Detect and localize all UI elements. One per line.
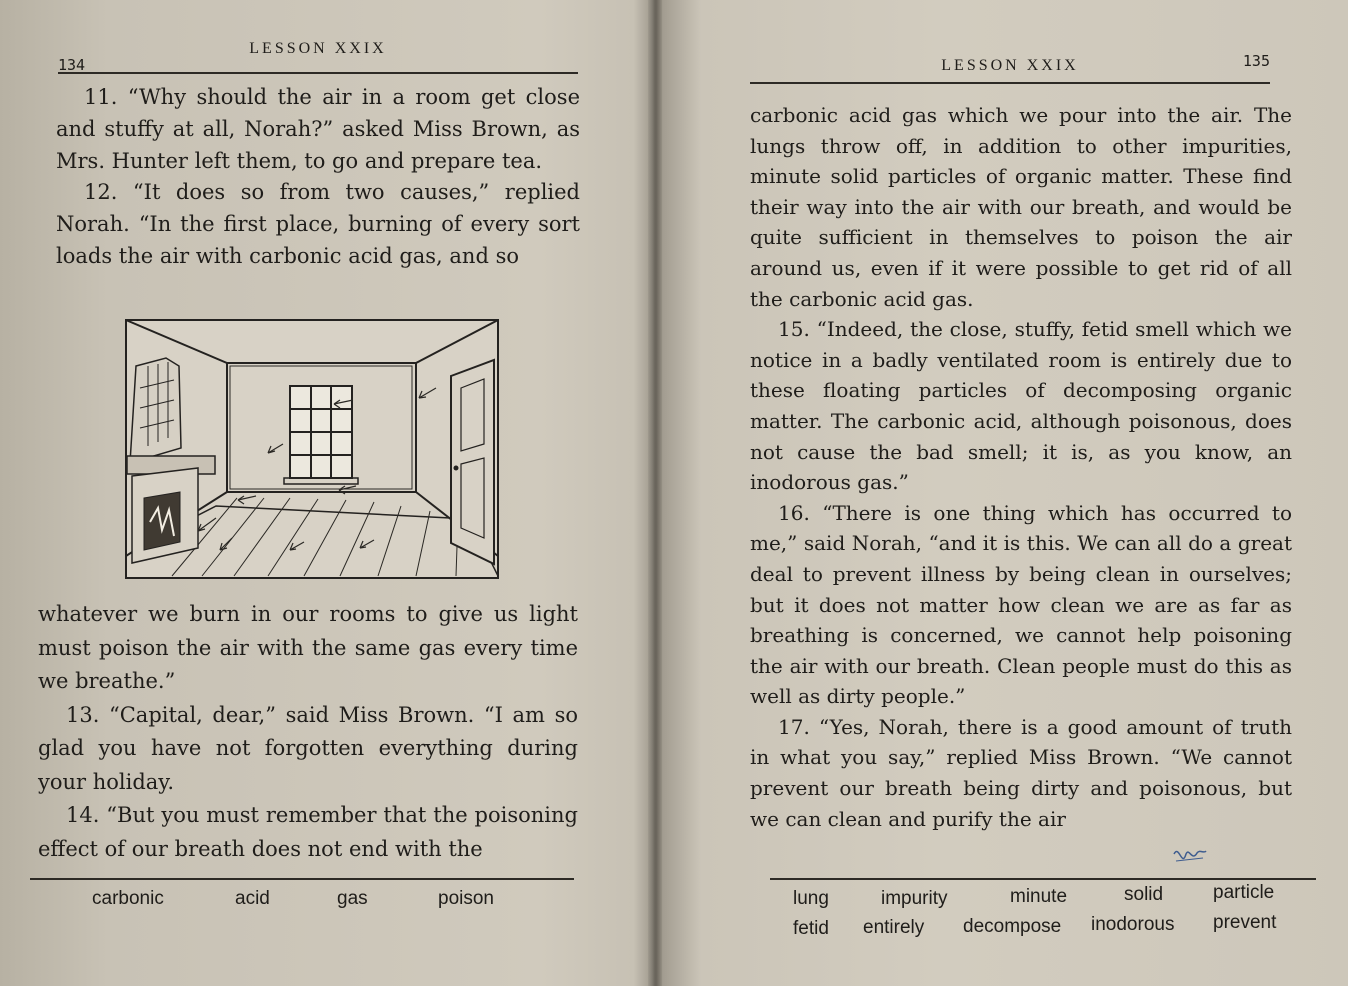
vocab-word-fetid: fetid [793, 918, 829, 939]
paragraph-14: 14. “But you must remember that the poisoning effect of our breath does not end with the [38, 803, 578, 861]
right-vocabulary-list [793, 884, 1293, 940]
left-page-text [56, 82, 580, 273]
right-page-text [750, 100, 1292, 834]
vocab-word-prevent: prevent [1213, 912, 1277, 933]
vocab-word-impurity: impurity [881, 888, 948, 909]
paragraph-15: 15. “Indeed, the close, stuffy, fetid smell which we notice in a badly ventilated room is entirely due to these floating particles of decomposing organic matter. The carbonic acid, although poisonous, does not cause the bad smell; it is, as you know, an inodorous gas.” [750, 317, 1292, 495]
right-page-header [750, 52, 1270, 84]
left-footer-rule [30, 878, 574, 880]
vocab-word-gas: gas [337, 888, 368, 909]
vocab-word-decompose: decompose [963, 916, 1062, 937]
vocab-word-carbonic: carbonic [92, 888, 164, 909]
paragraph-17: 17. “Yes, Norah, there is a good amount of truth in what you say,” replied Miss Brown. “We cannot prevent our breath being dirty and poisonous, but we can clean and purify the air [750, 714, 1292, 831]
right-page [658, 0, 1348, 986]
left-page-number: 134 [58, 56, 86, 74]
vocab-word-solid: solid [1124, 884, 1164, 905]
left-page-header [58, 38, 578, 74]
left-page [0, 0, 652, 986]
vocab-word-minute: minute [1010, 886, 1068, 907]
room-illustration [124, 318, 500, 580]
paragraph-16: 16. “There is one thing which has occurred to me,” said Norah, “and it is this. We can all do a great deal to prevent illness by being clean in ourselves; but it does not matter how clean we are as far as breathing is concerned, we cannot help poisoning the air with our breath. Clean people must do this as well as dirty people.” [750, 500, 1292, 709]
vocab-word-inodorous: inodorous [1091, 914, 1175, 935]
left-lesson-title: LESSON XXIX [249, 40, 387, 57]
vocab-word-particle: particle [1213, 882, 1275, 903]
paragraph-11: 11. “Why should the air in a room get close and stuffy at all, Norah?” asked Miss Brown, as Mrs. Hunter left them, to go and prepare tea. [56, 85, 580, 173]
right-footer-rule [770, 878, 1316, 880]
vocab-word-entirely: entirely [863, 917, 925, 938]
paragraph-12-continued: whatever we burn in our rooms to give us light must poison the air with the same gas every time we breathe.” [38, 602, 578, 693]
paragraph-13: 13. “Capital, dear,” said Miss Brown. “I am so glad you have not forgotten everything during your holiday. [38, 702, 578, 794]
vocab-word-lung: lung [793, 888, 829, 909]
vocab-word-poison: poison [438, 888, 494, 909]
right-lesson-title: LESSON XXIX [941, 57, 1079, 74]
right-page-number: 135 [1242, 52, 1270, 70]
paragraph-12: 12. “It does so from two causes,” replied Norah. “In the first place, burning of every sort loads the air with carbonic acid gas, and so [56, 180, 580, 268]
handwritten-pen-mark [1170, 842, 1208, 870]
left-vocabulary-list [92, 888, 532, 916]
paragraph-14-continued: carbonic acid gas which we pour into the air. The lungs throw off, in addition to other impurities, minute solid particles of organic matter. These find their way into the air with our breath, and would be quite sufficient in themselves to poison the air around us, even if it were possible to get rid of all the carbonic acid gas. [750, 103, 1292, 311]
vocab-word-acid: acid [235, 888, 270, 909]
left-page-after-illustration-text [38, 598, 578, 866]
